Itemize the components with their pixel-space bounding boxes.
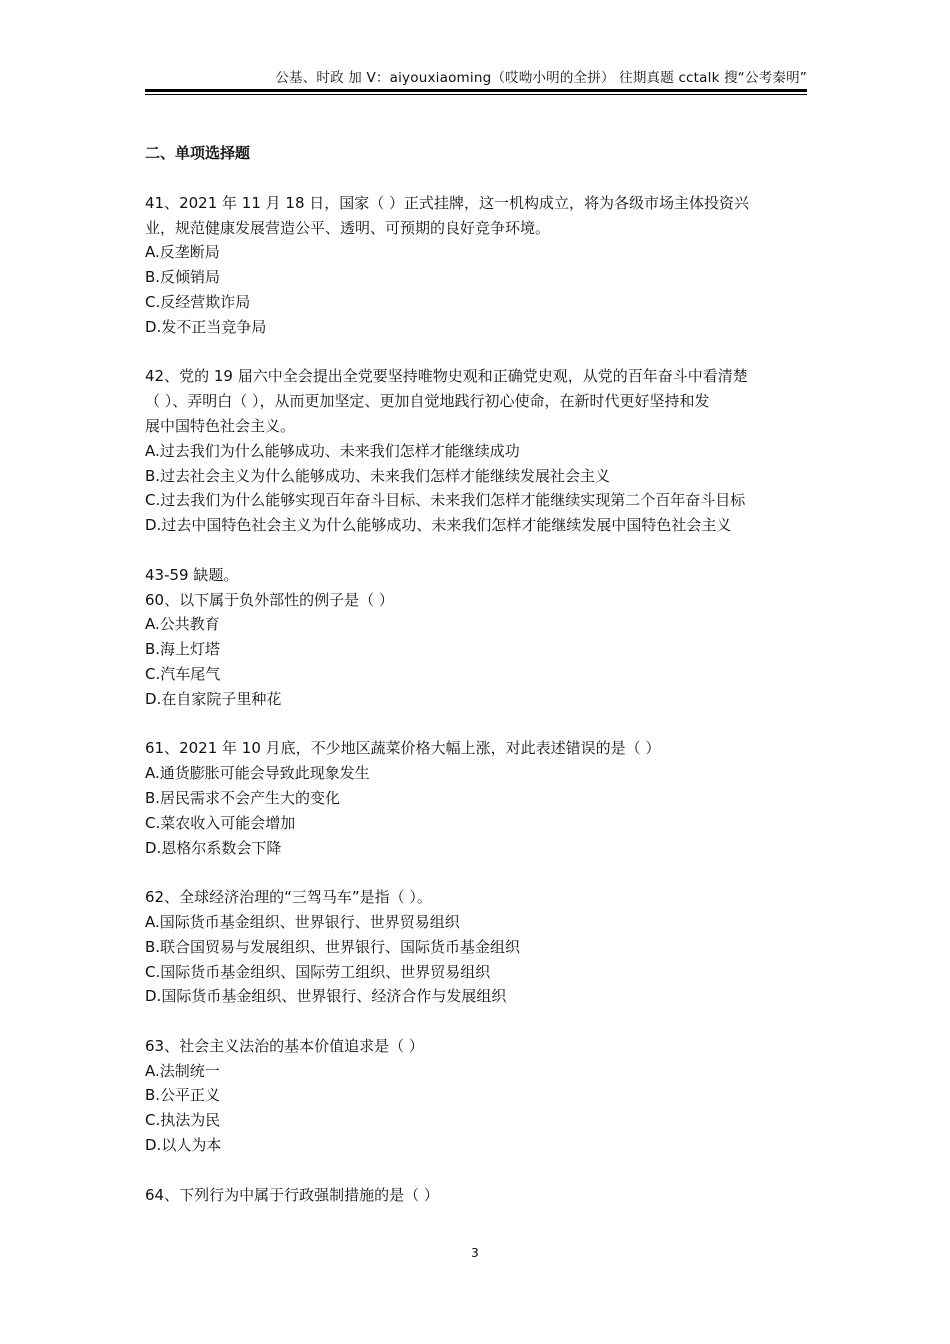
option-a: A.国际货币基金组织、世界银行、世界贸易组织 xyxy=(145,912,460,931)
section-title: 二、单项选择题 xyxy=(145,144,251,162)
question-stem-line: 42、党的 19 届六中全会提出全党要坚持唯物史观和正确党史观，从党的百年奋斗中看清楚 xyxy=(145,367,748,386)
option-a: A.通货膨胀可能会导致此现象发生 xyxy=(145,764,370,783)
option-b: B.反倾销局 xyxy=(145,268,221,287)
option-b: B.过去社会主义为什么能够成功、未来我们怎样才能继续发展社会主义 xyxy=(145,466,611,485)
question-42 xyxy=(145,364,807,538)
option-c: C.反经营欺诈局 xyxy=(145,292,251,311)
question-63 xyxy=(145,1034,807,1158)
option-b: B.公平正义 xyxy=(145,1086,221,1105)
option-c: C.国际货币基金组织、国际劳工组织、世界贸易组织 xyxy=(145,962,491,981)
question-stem-line: 61、2021 年 10 月底，不少地区蔬菜价格大幅上涨，对此表述错误的是（ ） xyxy=(145,739,661,758)
option-c: C.过去我们为什么能够实现百年奋斗目标、未来我们怎样才能继续实现第二个百年奋斗目标 xyxy=(145,491,746,510)
question-stem-line: 41、2021 年 11 月 18 日，国家（ ）正式挂牌，这一机构成立，将为各级市场主体投资兴 xyxy=(145,193,750,212)
option-a: A.过去我们为什么能够成功、未来我们怎样才能继续成功 xyxy=(145,441,520,460)
header-rule-thin xyxy=(145,94,807,95)
question-60 xyxy=(145,563,807,712)
option-d: D.过去中国特色社会主义为什么能够成功、未来我们怎样才能继续发展中国特色社会主义 xyxy=(145,516,732,535)
question-stem-line: 64、下列行为中属于行政强制措施的是（ ） xyxy=(145,1185,439,1204)
option-c: C.汽车尾气 xyxy=(145,664,221,683)
question-stem-line: （ ）、弄明白（ ），从而更加坚定、更加自觉地践行初心使命，在新时代更好坚持和发 xyxy=(145,392,710,411)
question-stem-line: 62、全球经济治理的“三驾马车”是指（ ）。 xyxy=(145,888,432,907)
option-a: A.公共教育 xyxy=(145,615,220,634)
option-b: B.联合国贸易与发展组织、世界银行、国际货币基金组织 xyxy=(145,937,521,956)
question-64 xyxy=(145,1183,807,1208)
option-b: B.海上灯塔 xyxy=(145,640,221,659)
question-61 xyxy=(145,736,807,860)
question-41 xyxy=(145,191,807,340)
option-d: D.在自家院子里种花 xyxy=(145,689,282,708)
question-62 xyxy=(145,885,807,1009)
question-stem-line: 业，规范健康发展营造公平、透明、可预期的良好竞争环境。 xyxy=(145,218,551,237)
option-d: D.以人为本 xyxy=(145,1136,222,1155)
question-stem-line: 展中国特色社会主义。 xyxy=(145,416,296,435)
option-b: B.居民需求不会产生大的变化 xyxy=(145,788,341,807)
question-stem-line: 60、以下属于负外部性的例子是（ ） xyxy=(145,590,394,609)
page-content xyxy=(145,141,807,1207)
page-header: 公基、时政 加 V：aiyouxiaoming（哎呦小明的全拼） 往期真题 cctalk 搜“公考秦明” xyxy=(275,70,807,86)
missing-questions-note: 43-59 缺题。 xyxy=(145,565,239,584)
option-c: C.菜农收入可能会增加 xyxy=(145,813,296,832)
header-rule-thick xyxy=(145,89,807,92)
option-a: A.法制统一 xyxy=(145,1061,220,1080)
option-d: D.恩格尔系数会下降 xyxy=(145,838,282,857)
option-d: D.国际货币基金组织、世界银行、经济合作与发展组织 xyxy=(145,987,507,1006)
option-a: A.反垄断局 xyxy=(145,243,220,262)
option-d: D.发不正当竞争局 xyxy=(145,317,267,336)
page-number: 3 xyxy=(471,1246,479,1260)
question-stem-line: 63、社会主义法治的基本价值追求是（ ） xyxy=(145,1036,424,1055)
option-c: C.执法为民 xyxy=(145,1111,221,1130)
